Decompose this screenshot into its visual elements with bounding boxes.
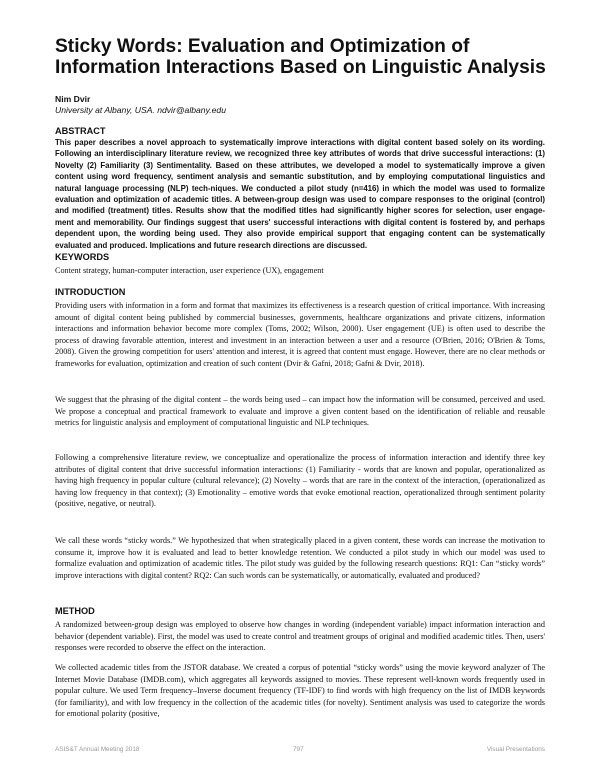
author-block [55, 94, 555, 116]
author-affiliation: University at Albany, USA. ndvir@albany.edu [55, 105, 226, 115]
footer-section: Visual Presentations [486, 746, 545, 753]
intro-paragraph-4: We call these words “sticky words.” We hypothesized that when strategically placed in a given content, these words can increase the motivation to consume it, improve how it is evaluated and lead to better knowledge retention. We conducted a pilot study in which our model was used to formalize evaluation and optimization of academic titles. The pilot study was guided by the following research questions: RQ1: Can “sticky words” improve interactions with digital content? RQ2: Can such words can be systematically, or automatically, evaluated and produced? [55, 536, 545, 580]
page-footer [55, 746, 545, 756]
author-name: Nim Dvir [55, 94, 91, 104]
method-heading: METHOD [55, 606, 95, 616]
method-paragraph-1: A randomized between-group design was employed to observe how changes in wording (independent variable) impact information interaction and behavior (dependent variable). First, the model was used to create control and treatment groups of original and modified academic titles. Then, users' responses were recorded to observe the effect on the interaction. [55, 620, 545, 653]
abstract-text: This paper describes a novel approach to systematically improve interactions with digital content based solely on its wording. Following an interdisciplinary literature review, we recognized three key attributes of words that drive successful interactions: (1) Novelty (2) Familiarity (3) Sentimentality. Based on these attributes, we developed a model to systematically improve a given content using word frequency, sentiment analysis and semantic substitution, and by employing computational linguistics and natural language processing (NLP) tech-niques. We conducted a pilot study (n=416) in which the model was used to formalize evaluation and optimization of academic titles. A between-group design was used to compare responses to the original (control) and modified (treatment) titles. Results show that the modified titles had significantly higher scores for selection, user engage-ment and memorability. Our findings suggest that users' successful interactions with digital content is fostered by, and perhaps dependent upon, the wording being used. They also provide empirical support that engaging content can be systematically evaluated and produced. Implications and future research directions are discussed. [55, 138, 545, 250]
abstract-heading: ABSTRACT [55, 126, 106, 136]
intro-paragraph-2: We suggest that the phrasing of the digital content – the words being used – can impact how the information will be consumed, perceived and used. We propose a conceptual and practical framework to evaluate and improve a given content based on the identification of reliable and reusable metrics for linguistic analysis and employment of computational linguistic and NLP techniques. [55, 395, 545, 428]
introduction-heading: INTRODUCTION [55, 287, 126, 297]
intro-paragraph-1: Providing users with information in a form and format that maximizes its effectiveness is a research question of critical importance. With increasing amount of digital content being published by commercial businesses, governments, healthcare organizations and private citizens, information interactions and information behavior become more complex (Toms, 2002; Wilson, 2000). User engagement (UE) is often used to describe the process of drawing favorable attention, interest and investment in an interaction between a user and a resource (O'Brien, 2016; O'Brien & Toms, 2008). Given the growing competition for users' attention and interest, it is agreed that content must engage. However, there are no clear methods or frameworks for evaluation, optimization and creation of such content (Dvir & Gafni, 2018; Gafni & Dvir, 2018). [55, 301, 545, 368]
paper-title: Sticky Words: Evaluation and Optimization of Information Interactions Based on Linguistic Analysis [55, 36, 546, 78]
keywords-text: Content strategy, human-computer interaction, user experience (UX), engagement [55, 266, 324, 275]
intro-paragraph-3: Following a comprehensive literature review, we conceptualize and operationalize the process of information interaction and identify three key attributes of digital content that drive successful information interactions: (1) Familiarity - words that are known and popular, operationalized as having high frequency in popular culture (cultural relevance); (2) Novelty – words that are rare in the context of the interaction, (operationalized as having low frequency in that context); (3) Emotionality – emotive words that evoke emotional reaction, operationalized through sentiment polarity (positive, negative, or neutral). [55, 453, 545, 509]
keywords-heading: KEYWORDS [55, 252, 110, 262]
footer-conference: ASIS&T Annual Meeting 2018 [55, 746, 140, 753]
footer-page-number: 797 [293, 746, 304, 753]
method-paragraph-2: We collected academic titles from the JSTOR database. We created a corpus of potential “sticky words” using the movie keyword analyzer of The Internet Movie Database (IMDB.com), which aggregates all keywords assigned to movies. These represent well-known words frequently used in popular culture. We used Term frequency–Inverse document frequency (TF-IDF) to find words with high frequency on the list of IMDB keywords (for familiarity), and with low frequency in the collection of the academic titles (for novelty). Sentiment analysis was used to categorize the words for emotional polarity (positive, [55, 663, 545, 719]
